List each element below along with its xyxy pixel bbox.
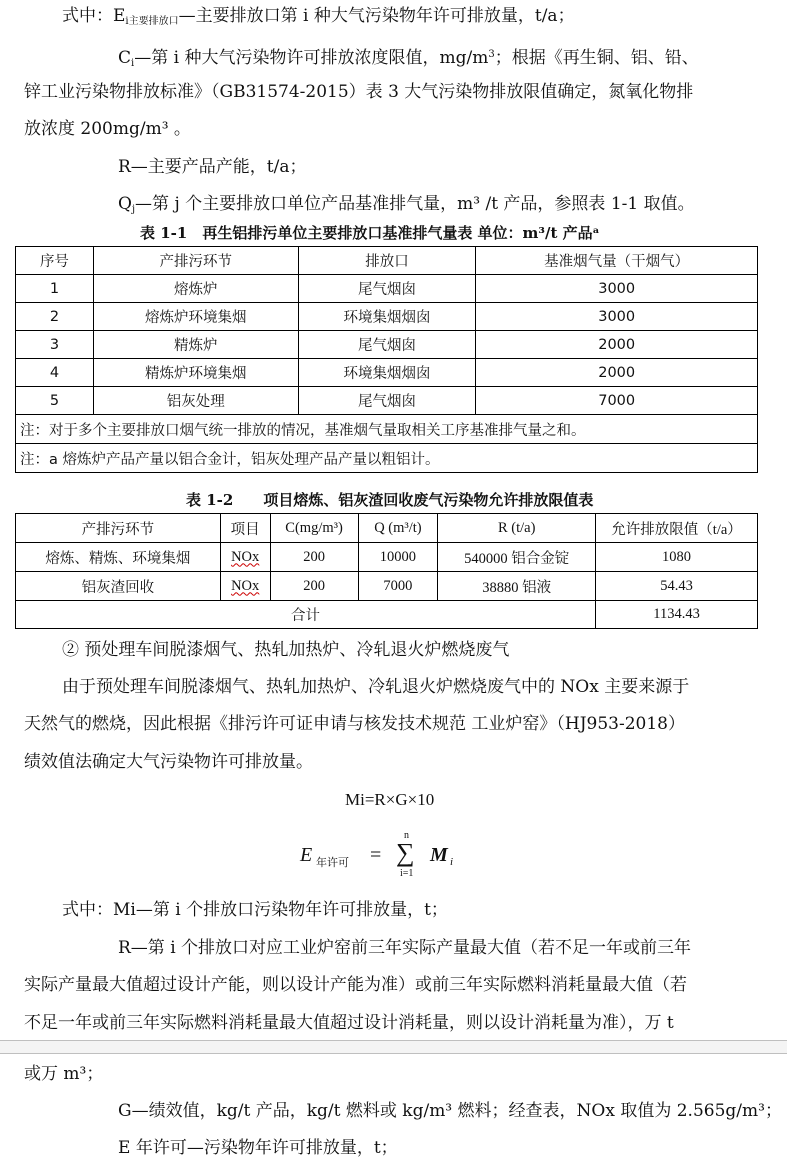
table-cell: 熔炼、精炼、环境集烟 <box>16 543 221 572</box>
table2-header: Q (m³/t) <box>358 514 438 543</box>
r-definition-line: 不足一年或前三年实际燃料消耗量最大值超过设计消耗量，则以设计消耗量为准），万 t <box>24 1013 674 1033</box>
table1-header: 基准烟气量（干烟气） <box>476 247 758 275</box>
table-cell: 4 <box>16 359 94 387</box>
table-cell: 10000 <box>358 543 438 572</box>
table-cell: 7000 <box>358 572 438 601</box>
table-cell: 环境集烟烟囱 <box>298 303 476 331</box>
page-break <box>0 1040 787 1054</box>
table2-header: 允许排放限值（t/a） <box>596 514 758 543</box>
formula-e-sum: E 年许可 = n ∑ i=1 M i <box>300 830 454 879</box>
table-cell: 1 <box>16 275 94 303</box>
table1-note: 注：对于多个主要排放口烟气统一排放的情况，基准烟气量取相关工序基准排气量之和。 <box>16 415 758 444</box>
table-cell: 3000 <box>476 275 758 303</box>
r-definition-line: 实际产量最大值超过设计产能，则以设计产能为准）或前三年实际燃料消耗量最大值（若 <box>24 975 687 995</box>
table-cell: 540000 铝合金锭 <box>438 543 596 572</box>
e-definition: 式中：$E_{i主要排放口}—$主要排放口第 i 种大气污染物年许可排放量，t/a； <box>62 6 575 27</box>
table2-caption: 表 1-2 项目熔炼、铝灰渣回收废气污染物允许排放限值表 <box>186 491 594 509</box>
total-label: 合计 <box>16 601 596 629</box>
table-1-2 <box>15 513 758 629</box>
table-1-1 <box>15 246 758 473</box>
table-cell: NOx <box>220 572 270 601</box>
table-cell: 精炼炉 <box>93 331 298 359</box>
table2-header: 项目 <box>220 514 270 543</box>
table-cell: 2000 <box>476 359 758 387</box>
section-heading: ② 预处理车间脱漆烟气、热轧加热炉、冷轧退火炉燃烧废气 <box>62 640 510 660</box>
table1-note-row <box>16 444 758 473</box>
table1-header-row <box>16 247 758 275</box>
table-cell: 200 <box>270 543 358 572</box>
e-annual-definition: E 年许可—污染物年许可排放量，t； <box>118 1138 398 1158</box>
table1-caption: 表 1-1 再生铝排污单位主要排放口基准排气量表 单位：m³/t 产品ᵃ <box>140 224 600 242</box>
table-cell: 铝灰处理 <box>93 387 298 415</box>
unit-line: 或万 m³； <box>24 1064 104 1084</box>
table1-note-row <box>16 415 758 444</box>
table-cell: 尾气烟囱 <box>298 331 476 359</box>
sigma-symbol: ∑ <box>396 838 415 867</box>
g-definition: G—绩效值，kg/t 产品，kg/t 燃料或 kg/m³ 燃料；经查表，NOx 取值为 2.565g/m³； <box>118 1101 782 1121</box>
table-cell: 2000 <box>476 331 758 359</box>
q-definition: $Q_j—$第 j 个主要排放口单位产品基准排气量，m³ /t 产品，参照表 1-1 取值。 <box>118 194 695 215</box>
table-cell: 3 <box>16 331 94 359</box>
table-cell: 2 <box>16 303 94 331</box>
paragraph-line: 绩效值法确定大气污染物许可排放量。 <box>24 752 313 772</box>
table-row <box>16 572 758 601</box>
table-cell: 54.43 <box>596 572 758 601</box>
table2-header-row <box>16 514 758 543</box>
table1-header: 序号 <box>16 247 94 275</box>
table-row <box>16 543 758 572</box>
c-definition-line2: 锌工业污染物排放标准》（GB31574-2015）表 3 大气污染物排放限值确定，氮氧化物排 <box>24 82 694 102</box>
table-row <box>16 303 758 331</box>
table2-total-row <box>16 601 758 629</box>
paragraph-line: 天然气的燃烧，因此根据《排污许可证申请与核发技术规范 工业炉窑》（HJ953-2018） <box>24 714 685 734</box>
table-cell: 5 <box>16 387 94 415</box>
table2-header: 产排污环节 <box>16 514 221 543</box>
table-cell: 铝灰渣回收 <box>16 572 221 601</box>
table2-header: R (t/a) <box>438 514 596 543</box>
table-cell: 精炼炉环境集烟 <box>93 359 298 387</box>
table1-note: 注：a 熔炼炉产品产量以铝合金计，铝灰处理产品产量以粗铝计。 <box>16 444 758 473</box>
table-row <box>16 331 758 359</box>
c-definition: $C_i—$第 i 种大气污染物许可排放浓度限值，$mg/m^3$；根据《再生铜、铝、铅、 <box>118 48 699 69</box>
formula-mi: Mi=R×G×10 <box>345 790 435 809</box>
table-cell: 熔炼炉 <box>93 275 298 303</box>
table-cell: 尾气烟囱 <box>298 387 476 415</box>
table-cell: 200 <box>270 572 358 601</box>
table-row <box>16 387 758 415</box>
table-cell: 尾气烟囱 <box>298 275 476 303</box>
paragraph-line: 由于预处理车间脱漆烟气、热轧加热炉、冷轧退火炉燃烧废气中的 NOx 主要来源于 <box>62 677 690 697</box>
table-cell: 3000 <box>476 303 758 331</box>
m-definition: 式中：Mi—第 i 个排放口污染物年许可排放量，t； <box>62 900 448 920</box>
table-cell: NOx <box>220 543 270 572</box>
table-row <box>16 275 758 303</box>
total-value: 1134.43 <box>596 601 758 629</box>
e-subscript: i主要排放口 <box>125 16 179 27</box>
table-cell: 38880 铝液 <box>438 572 596 601</box>
r-definition: R—主要产品产能，t/a； <box>118 157 307 177</box>
table-cell: 熔炼炉环境集烟 <box>93 303 298 331</box>
table-cell: 1080 <box>596 543 758 572</box>
table1-header: 产排污环节 <box>93 247 298 275</box>
table-cell: 7000 <box>476 387 758 415</box>
table2-header: C(mg/m³) <box>270 514 358 543</box>
table-row <box>16 359 758 387</box>
table1-header: 排放口 <box>298 247 476 275</box>
r-definition-line: R—第 i 个排放口对应工业炉窑前三年实际产量最大值（若不足一年或前三年 <box>118 938 692 958</box>
table-cell: 环境集烟烟囱 <box>298 359 476 387</box>
c-definition-line3: 放浓度 200mg/m³ 。 <box>24 119 191 139</box>
